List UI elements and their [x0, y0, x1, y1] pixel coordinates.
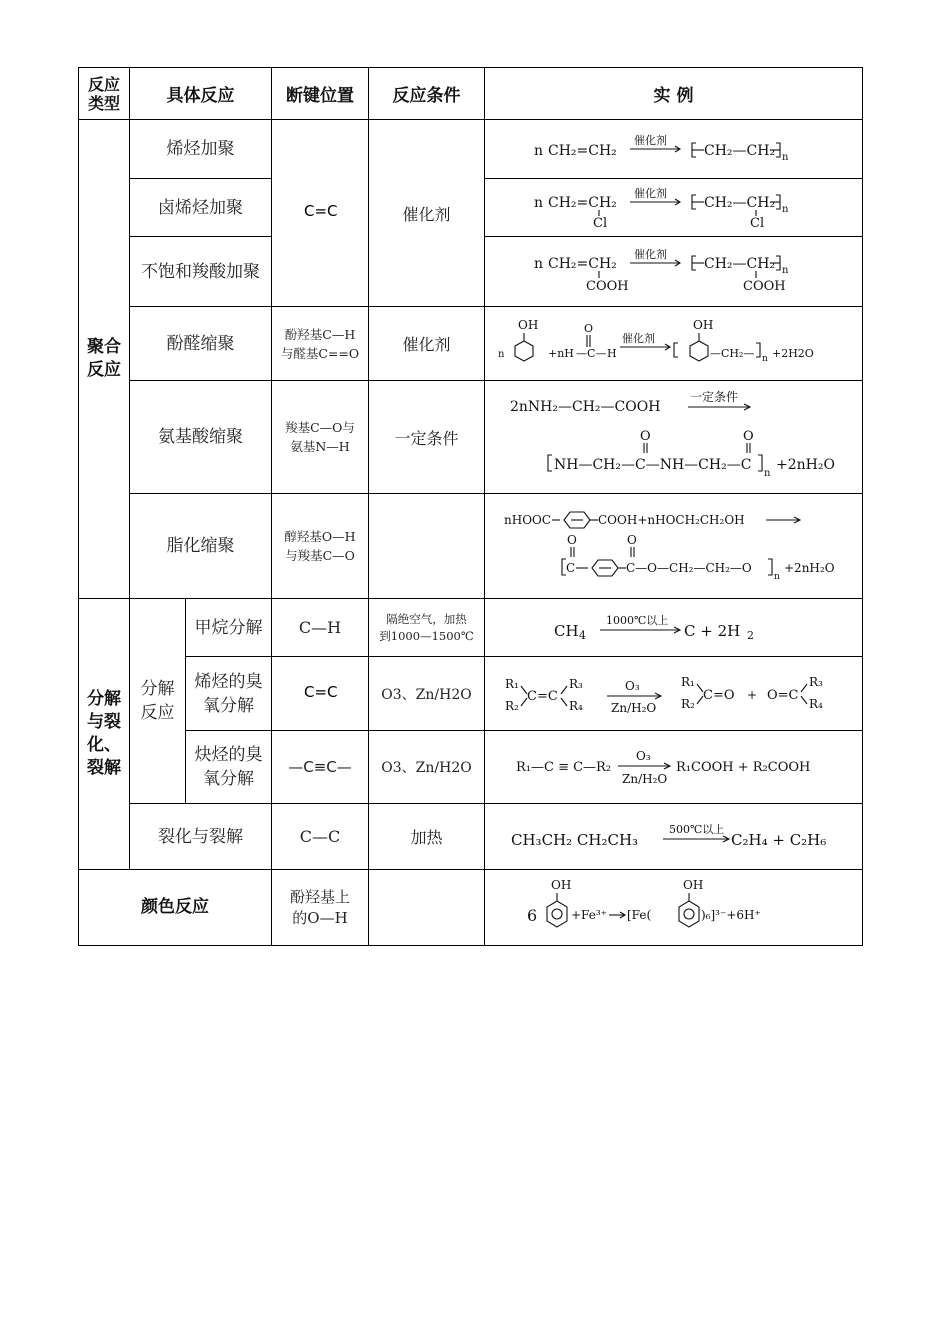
eq-methane-svg — [524, 608, 824, 648]
cell-amino-acid: 氨基酸缩聚 — [130, 381, 272, 494]
svg-text:[Fe(: [Fe( — [626, 907, 651, 922]
svg-text:H: H — [606, 346, 617, 360]
cell-color-bond: 酚羟基上 的O—H — [272, 870, 369, 946]
svg-text:nHOOC: nHOOC — [503, 513, 551, 527]
cell-methane-condition: 隔绝空气，加热 到1000—1500℃ — [369, 599, 485, 657]
svg-text:n: n — [773, 572, 780, 582]
eq-cracking-svg — [499, 817, 849, 857]
svg-text:OH: OH — [692, 317, 713, 332]
svg-text:C=C: C=C — [304, 682, 338, 701]
svg-text:C + 2H: C + 2H — [683, 621, 740, 640]
cell-color-reaction: 颜色反应 — [79, 870, 272, 946]
eq-alkyne-ozone-svg — [504, 742, 844, 792]
cell-methane-bond: C—H — [272, 599, 369, 657]
row-amino-acid — [79, 381, 863, 494]
cell-methane: 甲烷分解 — [186, 599, 272, 657]
cell-alkene-ozone: 烯烃的臭 氧分解 — [186, 657, 272, 731]
cell-unsat-acid-add: 不饱和羧酸加聚 — [130, 237, 272, 307]
svg-text:CH₂=CH₂: CH₂=CH₂ — [547, 255, 617, 272]
eq-methane — [485, 599, 863, 657]
svg-text:4: 4 — [578, 628, 586, 642]
row-phenol-aldehyde — [79, 307, 863, 381]
svg-text:—C—: —C— — [575, 346, 606, 360]
svg-text:Zn/H₂O: Zn/H₂O — [610, 700, 656, 715]
group-decomposition-sub: 分解 反应 — [130, 599, 186, 804]
svg-text:一定条件: 一定条件 — [689, 390, 738, 404]
svg-text:—CH₂—: —CH₂— — [709, 346, 754, 360]
cell-cracking-condition: 加热 — [369, 804, 485, 870]
svg-text:C=C: C=C — [526, 688, 558, 704]
svg-text:催化剂: 催化剂 — [633, 186, 667, 200]
row-ester — [79, 494, 863, 599]
group-polymerization: 聚合 反应 — [79, 120, 130, 599]
header-row — [79, 68, 863, 120]
svg-text:C—O—CH₂—CH₂—O: C—O—CH₂—CH₂—O — [625, 561, 752, 575]
svg-text:Cl: Cl — [749, 215, 764, 231]
header-type: 反应 类型 — [79, 68, 130, 120]
svg-text:催化剂: 催化剂 — [633, 134, 667, 147]
svg-text:+nH: +nH — [547, 346, 574, 360]
cc-double-bond-diagram-2 — [280, 677, 360, 707]
svg-text:n: n — [781, 203, 788, 215]
cell-phenol-aldehyde-bond: 酚羟基C—H 与醛基C==O — [272, 307, 369, 381]
eq-unsat-acid — [485, 237, 863, 307]
svg-text:Zn/H₂O: Zn/H₂O — [621, 772, 667, 786]
svg-text:6: 6 — [526, 905, 537, 925]
cell-amino-acid-condition: 一定条件 — [369, 381, 485, 494]
eq-amino-acid — [485, 381, 863, 494]
cell-alkyne-ozone-bond: —C≡C— — [272, 731, 369, 804]
svg-text:Cl: Cl — [592, 215, 607, 231]
svg-text:2: 2 — [746, 628, 754, 642]
eq-ester-svg — [494, 499, 854, 593]
svg-text:CH₂—CH₂: CH₂—CH₂ — [703, 143, 775, 159]
svg-text:1000℃以上: 1000℃以上 — [605, 613, 668, 627]
cc-double-bond-diagram — [280, 196, 360, 226]
header-bond: 断键位置 — [272, 68, 369, 120]
cell-phenol-aldehyde: 酚醛缩聚 — [130, 307, 272, 381]
svg-text:R₃: R₃ — [568, 676, 583, 691]
eq-color — [485, 870, 863, 946]
cell-alkyne-ozone: 炔烃的臭 氧分解 — [186, 731, 272, 804]
svg-text:R₂: R₂ — [504, 698, 519, 713]
cell-addition-bond — [272, 120, 369, 307]
cell-addition-condition: 催化剂 — [369, 120, 485, 307]
svg-text:CH₂—CH₂: CH₂—CH₂ — [703, 194, 775, 211]
svg-text:CH₂=CH₂: CH₂=CH₂ — [547, 194, 617, 211]
cell-color-condition — [369, 870, 485, 946]
svg-text:C=O: C=O — [702, 687, 734, 703]
row-alkene-addition — [79, 120, 863, 179]
svg-text:R₄: R₄ — [808, 696, 823, 711]
eq-haloalkene — [485, 179, 863, 237]
svg-text:R₁—C ≡ C—R₂: R₁—C ≡ C—R₂ — [515, 760, 611, 775]
row-methane — [79, 599, 863, 657]
svg-text:n: n — [761, 353, 768, 364]
svg-text:COOH+nHOCH₂CH₂OH: COOH+nHOCH₂CH₂OH — [597, 513, 745, 527]
eq-phenol-aldehyde — [485, 307, 863, 381]
svg-text:+2nH₂O: +2nH₂O — [775, 457, 835, 473]
svg-text:n: n — [781, 152, 788, 163]
header-specific: 具体反应 — [130, 68, 272, 120]
svg-text:2nNH₂—CH₂—COOH: 2nNH₂—CH₂—COOH — [509, 399, 660, 415]
header-example: 实 例 — [485, 68, 863, 120]
svg-text:催化剂: 催化剂 — [633, 247, 667, 261]
reaction-table — [78, 67, 863, 946]
svg-text:C₂H₄ + C₂H₆: C₂H₄ + C₂H₆ — [730, 830, 826, 849]
cell-ester-condition — [369, 494, 485, 599]
svg-text:O₃: O₃ — [635, 749, 651, 763]
eq-alkyne-ozone — [485, 731, 863, 804]
row-alkyne-ozonolysis — [79, 731, 863, 804]
svg-text:+2nH₂O: +2nH₂O — [783, 561, 835, 575]
eq-phenol-aldehyde-svg — [494, 311, 854, 377]
row-cracking — [79, 804, 863, 870]
svg-text:R₃: R₃ — [808, 674, 823, 689]
svg-text:R₄: R₄ — [568, 698, 583, 713]
svg-text:O: O — [583, 321, 593, 335]
svg-text:+: + — [746, 687, 757, 702]
cell-amino-acid-bond: 羧基C—O与 氨基N—H — [272, 381, 369, 494]
svg-text:n: n — [533, 194, 543, 211]
svg-text:CH: CH — [553, 621, 579, 640]
svg-text:OH: OH — [550, 877, 571, 892]
svg-text:OH: OH — [517, 317, 538, 332]
row-alkene-ozonolysis — [79, 657, 863, 731]
eq-alkene-ozone — [485, 657, 863, 731]
svg-text:n: n — [533, 143, 543, 159]
eq-cracking — [485, 804, 863, 870]
eq-haloalkene-svg — [524, 185, 824, 231]
svg-text:n: n — [781, 264, 788, 276]
svg-text:O=C: O=C — [766, 687, 798, 703]
svg-text:n: n — [763, 468, 770, 479]
svg-text:O: O — [742, 429, 754, 444]
cell-ester-bond: 醇羟基O—H 与羧基C—O — [272, 494, 369, 599]
header-condition: 反应条件 — [369, 68, 485, 120]
cell-alkene-ozone-condition: O3、Zn/H2O — [369, 657, 485, 731]
svg-text:OH: OH — [682, 877, 703, 892]
eq-alkene-svg — [524, 131, 824, 167]
cell-alkene-ozone-bond — [272, 657, 369, 731]
eq-ester — [485, 494, 863, 599]
svg-text:R₁COOH + R₂COOH: R₁COOH + R₂COOH — [675, 760, 810, 775]
svg-text:n: n — [497, 348, 504, 360]
group-decomposition: 分解 与裂 化、 裂解 — [79, 599, 130, 870]
eq-alkene — [485, 120, 863, 179]
svg-text:COOH: COOH — [742, 278, 786, 294]
cell-phenol-aldehyde-condition: 催化剂 — [369, 307, 485, 381]
cell-alkene-add: 烯烃加聚 — [130, 120, 272, 179]
row-color-reaction — [79, 870, 863, 946]
svg-text:500℃以上: 500℃以上 — [668, 822, 724, 836]
svg-text:C: C — [565, 561, 575, 575]
svg-text:R₁: R₁ — [680, 674, 695, 689]
eq-color-svg — [509, 873, 839, 943]
svg-text:O: O — [566, 533, 577, 547]
eq-alkene-ozone-svg — [489, 664, 859, 724]
eq-unsat-acid-svg — [524, 246, 824, 298]
svg-text:+Fe³⁺: +Fe³⁺ — [570, 907, 607, 922]
svg-text:O: O — [626, 533, 637, 547]
svg-text:R₂: R₂ — [680, 696, 695, 711]
cell-cracking: 裂化与裂解 — [130, 804, 272, 870]
svg-text:O₃: O₃ — [624, 678, 640, 693]
svg-text:催化剂: 催化剂 — [621, 331, 655, 345]
svg-text:C=C: C=C — [304, 202, 338, 220]
svg-text:CH₂—CH₂: CH₂—CH₂ — [703, 255, 775, 272]
svg-text:O: O — [639, 429, 651, 444]
svg-text:COOH: COOH — [585, 278, 629, 294]
svg-text:NH—CH₂—C—NH—CH₂—C: NH—CH₂—C—NH—CH₂—C — [553, 457, 751, 473]
svg-text:CH₃CH₂ CH₂CH₃: CH₃CH₂ CH₂CH₃ — [510, 830, 638, 849]
cell-alkyne-ozone-condition: O3、Zn/H2O — [369, 731, 485, 804]
cell-ester: 脂化缩聚 — [130, 494, 272, 599]
svg-text:+2H2O: +2H2O — [771, 346, 814, 360]
svg-text:n: n — [533, 255, 543, 272]
cell-haloalkene-add: 卤烯烃加聚 — [130, 179, 272, 237]
svg-text:)₆]³⁻+6H⁺: )₆]³⁻+6H⁺ — [700, 907, 761, 922]
svg-text:CH₂=CH₂: CH₂=CH₂ — [547, 143, 617, 159]
cell-cracking-bond: C—C — [272, 804, 369, 870]
svg-text:R₁: R₁ — [504, 676, 519, 691]
eq-amino-acid-svg — [494, 387, 854, 487]
